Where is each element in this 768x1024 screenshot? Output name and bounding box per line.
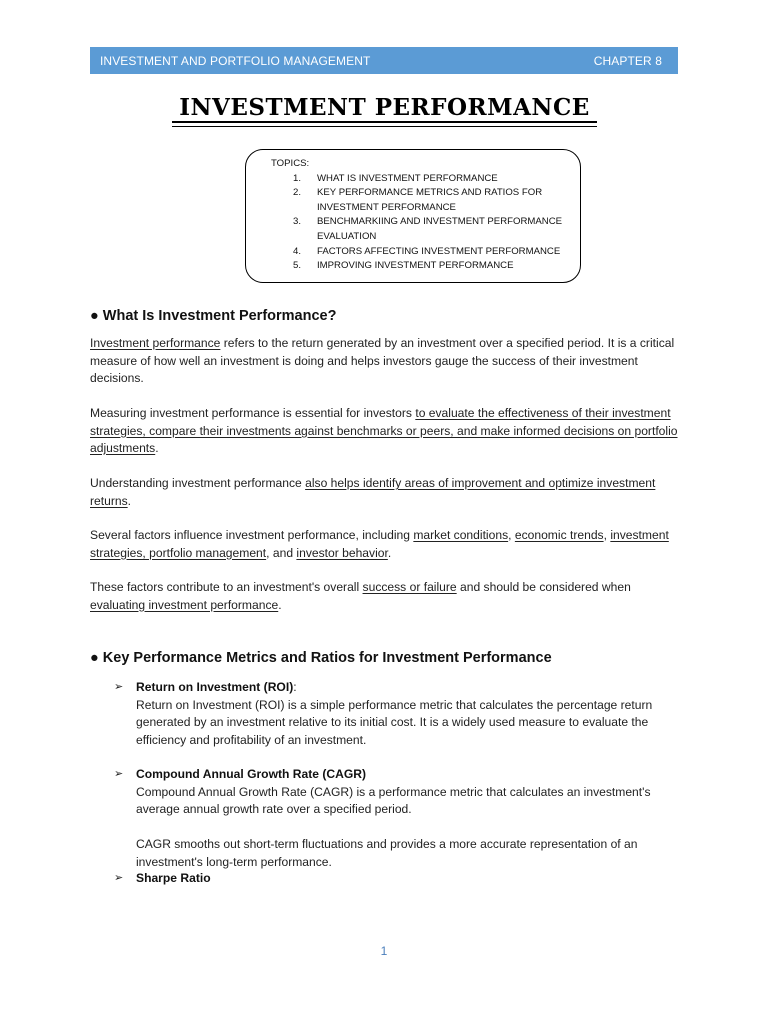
topic-text: INVESTMENT PERFORMANCE [317, 201, 456, 213]
paragraph-text: , and [266, 545, 297, 560]
title-underline-thin [172, 126, 597, 127]
topic-number: 5. [293, 260, 302, 272]
metric-cagr [114, 766, 686, 871]
paragraph-contribute [90, 579, 685, 614]
paragraph-text: Several factors influence investment performance, including [90, 528, 414, 542]
paragraph-text: These factors contribute to an investment's overall [90, 580, 363, 594]
page-header-bar [90, 47, 678, 74]
document-title: INVESTMENT PERFORMANCE [179, 94, 590, 121]
paragraph-text: . [127, 493, 132, 508]
topic-number: 2. [293, 187, 302, 199]
topic-text: IMPROVING INVESTMENT PERFORMANCE [317, 260, 514, 272]
topic-item [271, 172, 570, 187]
topics-list [271, 172, 570, 274]
paragraph-text: , [508, 528, 515, 542]
topic-text: BENCHMARKIING AND INVESTMENT PERFORMANCE [317, 216, 563, 228]
header-chapter: CHAPTER 8 [593, 53, 662, 68]
page-number: 1 [380, 944, 388, 958]
metric-title-colon: : [293, 680, 297, 694]
paragraph-text: Understanding investment performance [90, 476, 306, 490]
underlined-phrase: success or failure [362, 580, 457, 594]
underlined-phrase: Investment performance [90, 336, 221, 350]
metric-sharpe [114, 870, 686, 888]
underlined-phrase: to evaluate the effectiveness of their investment strategies, compare their investments against benchmarks or peers, and make informed decisions on portfolio adjustments [90, 406, 678, 455]
paragraph-text: . [155, 441, 159, 455]
paragraph-text: . [387, 545, 392, 560]
paragraph-factors [90, 527, 685, 562]
paragraph-text: Measuring investment performance is essential for investors [90, 406, 416, 420]
arrow-bullet-icon: ➢ [114, 681, 124, 693]
paragraph-text: and should be considered when [456, 580, 631, 594]
underlined-phrase: market conditions [413, 528, 509, 542]
metric-title: Compound Annual Growth Rate (CAGR) [136, 767, 366, 781]
paragraph-measuring [90, 405, 685, 458]
topic-item [271, 215, 570, 244]
underlined-phrase: investment strategies, portfolio management [90, 528, 669, 560]
topic-number: 1. [293, 172, 302, 184]
metric-roi [114, 679, 686, 749]
paragraph-text: refers to the return generated by an investment over a specified period. It is a critical measure of how well an investment is doing and helps investors gauge the success of their investment decisions. [90, 336, 675, 385]
metric-title: Sharpe Ratio [136, 871, 211, 885]
metric-description: Compound Annual Growth Rate (CAGR) is a performance metric that calculates an investment's average annual growth rate over a specified period. [136, 784, 651, 816]
topic-item [271, 186, 570, 215]
paragraph-text: . [278, 597, 282, 612]
metric-title: Return on Investment (ROI) [136, 680, 294, 694]
topic-text: EVALUATION [317, 230, 377, 242]
paragraph-text: , [603, 528, 611, 542]
underlined-phrase: economic trends [514, 528, 604, 542]
paragraph-understanding [90, 475, 685, 510]
topics-box [245, 149, 581, 283]
topic-number: 3. [293, 216, 302, 228]
paragraph-definition [90, 335, 685, 388]
arrow-bullet-icon: ➢ [114, 768, 124, 780]
title-underline-thick [172, 121, 597, 123]
metric-description: Return on Investment (ROI) is a simple performance metric that calculates the percentage return generated by an investment relative to its initial cost. It is a widely used measure to evaluate the efficiency and profitability of an investment. [136, 697, 653, 747]
topics-heading: TOPICS: [271, 158, 310, 169]
topic-text: KEY PERFORMANCE METRICS AND RATIOS FOR [317, 187, 543, 199]
underlined-phrase: investor behavior [296, 545, 388, 560]
topic-item [271, 245, 570, 260]
underlined-phrase: also helps identify areas of improvement and optimize investment returns [90, 476, 656, 508]
topic-number: 4. [293, 245, 302, 257]
topic-text: FACTORS AFFECTING INVESTMENT PERFORMANCE [317, 245, 561, 257]
topic-item [271, 259, 570, 274]
arrow-bullet-icon: ➢ [114, 872, 124, 884]
section-heading-what-is: ● What Is Investment Performance? [90, 308, 337, 324]
header-course-title: INVESTMENT AND PORTFOLIO MANAGEMENT [100, 53, 371, 68]
topic-text: WHAT IS INVESTMENT PERFORMANCE [317, 172, 498, 184]
underlined-phrase: evaluating investment performance [90, 597, 279, 612]
section-heading-key-metrics: ● Key Performance Metrics and Ratios for Investment Performance [90, 650, 552, 666]
metric-description: CAGR smooths out short-term fluctuations and provides a more accurate representation of an investment's long-term performance. [136, 837, 638, 869]
